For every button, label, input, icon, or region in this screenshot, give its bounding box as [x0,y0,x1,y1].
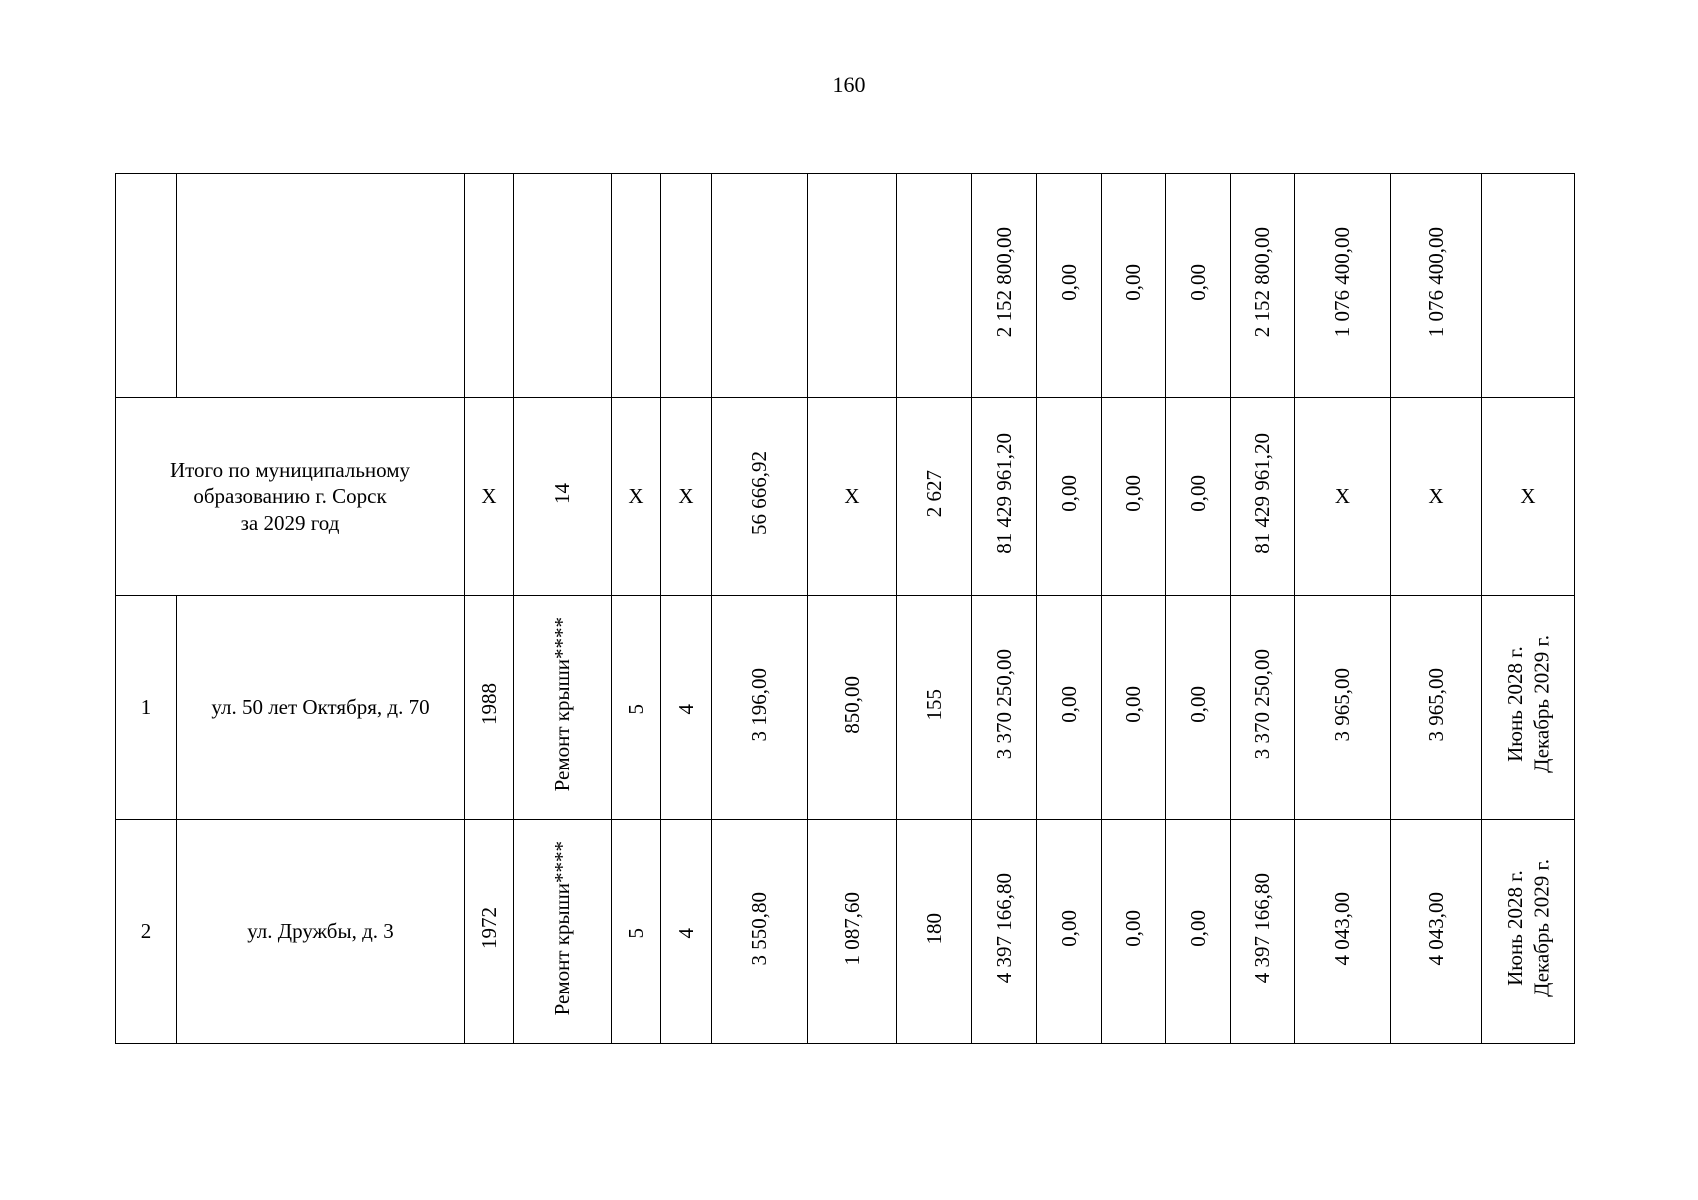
cell-floors: Х [612,398,661,596]
cell-deadline: Х [1482,398,1575,596]
cell-floors: 5 [612,820,661,1044]
cell-cost-total: 2 152 800,00 [972,174,1037,398]
cell-cost-total: 81 429 961,20 [972,398,1037,596]
table-row [116,820,1575,1044]
cell-deadline [1482,174,1575,398]
cell-address: ул. 50 лет Октября, д. 70 [177,596,465,820]
cell-max-cost: 3 965,00 [1391,596,1482,820]
cell-residents: 180 [897,820,972,1044]
cell-year: 1988 [465,596,514,820]
cell-max-cost: 4 043,00 [1391,820,1482,1044]
cell-max-cost: Х [1391,398,1482,596]
cell-cost-fund: 0,00 [1037,398,1102,596]
cell-cost-owners: 4 397 166,80 [1231,820,1295,1044]
cell-entrances [661,174,712,398]
cell-residents [897,174,972,398]
cell-total-area [712,174,808,398]
cell-work-type: Ремонт крыши**** [514,596,612,820]
cell-max-cost: 1 076 400,00 [1391,174,1482,398]
cell-deadline: Июнь 2028 г. Декабрь 2029 г. [1482,820,1575,1044]
cell-entrances: Х [661,398,712,596]
cell-floors [612,174,661,398]
cell-address: ул. Дружбы, д. 3 [177,820,465,1044]
table-row [116,596,1575,820]
total-label: Итого по муниципальному образованию г. Сорск за 2029 год [116,398,465,596]
cell-total-area: 3 196,00 [712,596,808,820]
cell-unit-cost: 1 076 400,00 [1295,174,1391,398]
cell-cost-local: 0,00 [1166,596,1231,820]
cell-cost-owners: 81 429 961,20 [1231,398,1295,596]
cell-cost-fund: 0,00 [1037,174,1102,398]
table-row [116,174,1575,398]
cell-residents: 155 [897,596,972,820]
cell-total-area: 3 550,80 [712,820,808,1044]
cell-cost-total: 3 370 250,00 [972,596,1037,820]
cell-number: 2 [116,820,177,1044]
cell-year: 1972 [465,820,514,1044]
cell-cost-local: 0,00 [1166,174,1231,398]
cell-cost-owners: 3 370 250,00 [1231,596,1295,820]
cell-cost-fund: 0,00 [1037,820,1102,1044]
cell-cost-owners: 2 152 800,00 [1231,174,1295,398]
table-row-total [116,398,1575,596]
cell-deadline: Июнь 2028 г. Декабрь 2029 г. [1482,596,1575,820]
cell-year: Х [465,398,514,596]
cell-floors: 5 [612,596,661,820]
cell-cost-local: 0,00 [1166,398,1231,596]
capital-repair-table [115,173,1575,1044]
cell-year [465,174,514,398]
cell-cost-region: 0,00 [1102,596,1166,820]
cell-number [116,174,177,398]
cell-total-area: 56 666,92 [712,398,808,596]
page-number: 160 [832,72,866,97]
cell-cost-region: 0,00 [1102,398,1166,596]
cell-work-type [514,174,612,398]
cell-cost-local: 0,00 [1166,820,1231,1044]
cell-cost-fund: 0,00 [1037,596,1102,820]
cell-cost-total: 4 397 166,80 [972,820,1037,1044]
cell-area: 1 087,60 [808,820,897,1044]
cell-address [177,174,465,398]
cell-unit-cost: 4 043,00 [1295,820,1391,1044]
cell-entrances: 4 [661,596,712,820]
cell-unit-cost: Х [1295,398,1391,596]
cell-area [808,174,897,398]
cell-work-type: 14 [514,398,612,596]
cell-number: 1 [116,596,177,820]
cell-area: 850,00 [808,596,897,820]
cell-entrances: 4 [661,820,712,1044]
cell-residents: 2 627 [897,398,972,596]
cell-cost-region: 0,00 [1102,820,1166,1044]
cell-cost-region: 0,00 [1102,174,1166,398]
cell-unit-cost: 3 965,00 [1295,596,1391,820]
cell-work-type: Ремонт крыши**** [514,820,612,1044]
cell-area: Х [808,398,897,596]
